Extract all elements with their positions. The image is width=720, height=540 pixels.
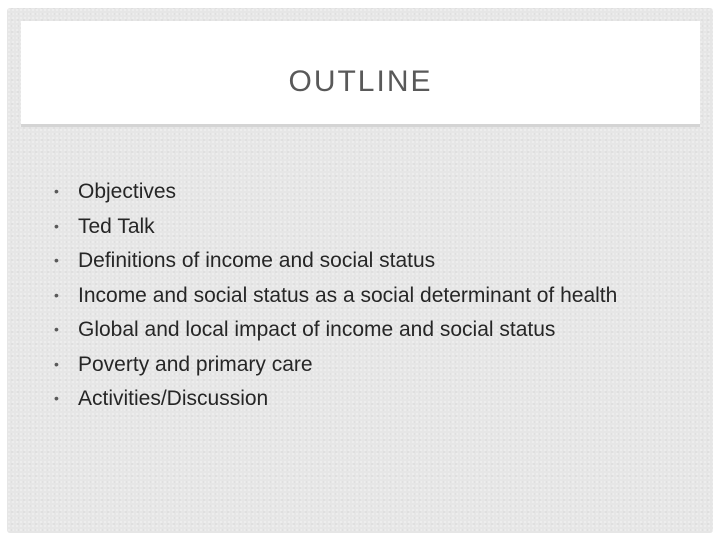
bullet-icon: • (54, 252, 59, 268)
title-box (21, 21, 700, 127)
bullet-text: Poverty and primary care (78, 352, 313, 376)
bullet-text: Ted Talk (78, 214, 155, 238)
bullet-icon: • (54, 286, 59, 303)
bullet-icon: • (54, 217, 59, 234)
bullet-item (54, 387, 663, 410)
bullet-icon: • (54, 183, 59, 199)
bullet-item (54, 318, 663, 341)
bullet-icon: • (54, 321, 59, 337)
bullet-text: Definitions of income and social status (78, 249, 436, 272)
bullet-text: Objectives (78, 180, 177, 203)
bullet-icon: • (54, 355, 59, 372)
bullet-item (54, 249, 663, 272)
slide-title: OUTLINE (288, 65, 433, 98)
bullet-item (54, 352, 663, 376)
bullet-text: Income and social status as a social determinant of health (78, 283, 618, 307)
bullet-item (54, 283, 663, 307)
bullet-text: Global and local impact of income and social status (78, 318, 556, 341)
slide (7, 8, 713, 533)
bullet-text: Activities/Discussion (78, 387, 269, 410)
bullet-item (54, 180, 663, 203)
bullet-item (54, 214, 663, 238)
bullet-list (54, 180, 663, 422)
bullet-icon: • (54, 390, 59, 406)
